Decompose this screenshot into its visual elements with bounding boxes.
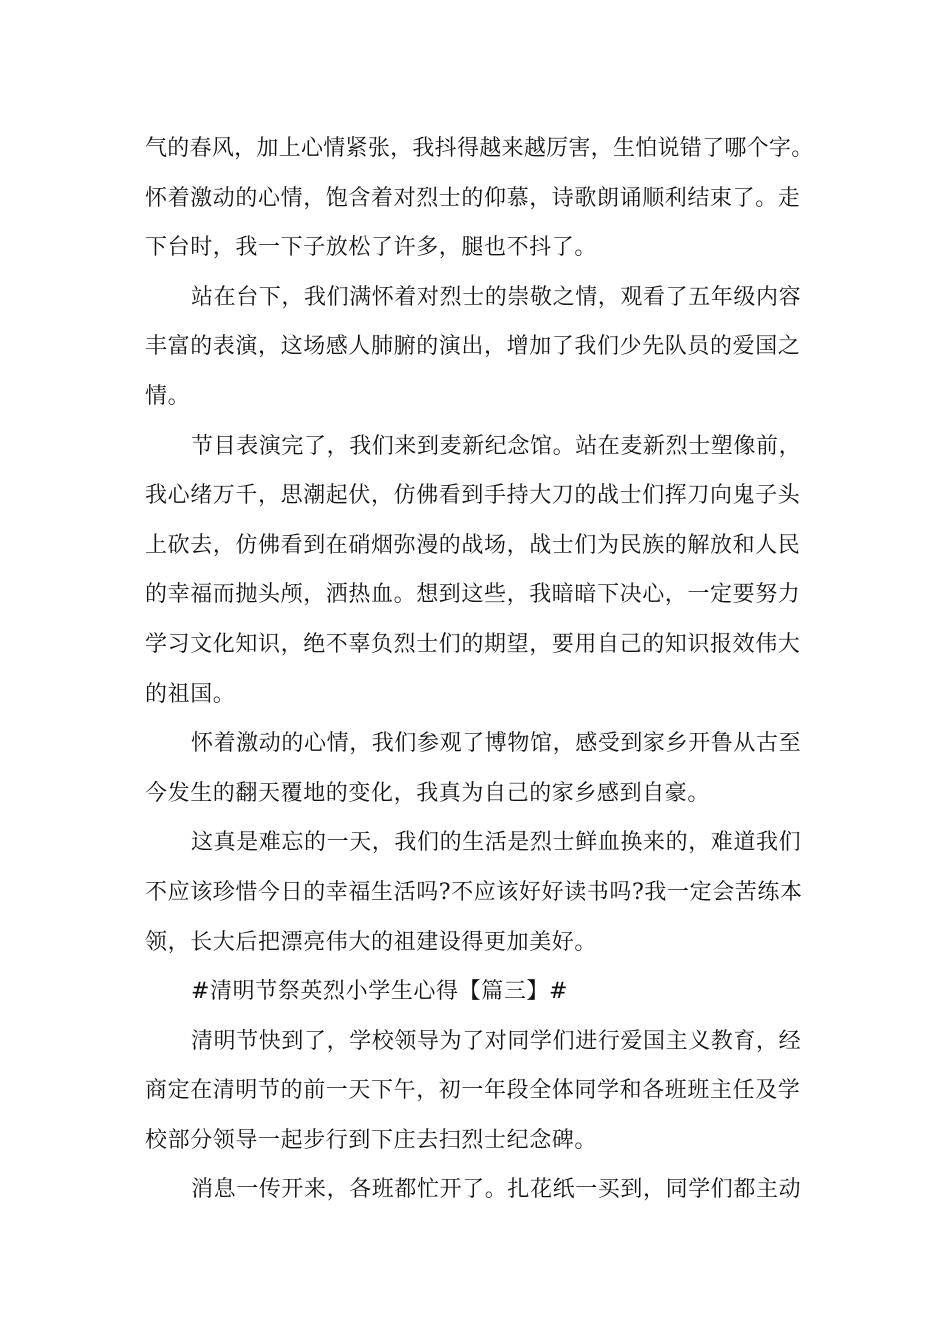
- text-line: 这真是难忘的一天，我们的生活是烈士鲜血换来的，难道我们: [191, 830, 802, 856]
- text-line: 不应该珍惜今日的幸福生活吗?不应该好好读书吗?我一定会苦练本: [145, 879, 803, 905]
- section-heading: #清明节祭英烈小学生心得【篇三】#: [191, 979, 569, 1005]
- text-line: 节目表演完了，我们来到麦新纪念馆。站在麦新烈士塑像前，: [191, 433, 802, 459]
- text-line: 我心绪万千，思潮起伏，仿佛看到手持大刀的战士们挥刀向鬼子头: [145, 483, 801, 509]
- document-body: [145, 124, 815, 1215]
- text-line: 下台时，我一下子放松了许多，腿也不抖了。: [145, 235, 598, 261]
- text-line: 站在台下，我们满怀着对烈士的崇敬之情，观看了五年级内容: [191, 284, 802, 310]
- text-line: 怀着激动的心情，我们参观了博物馆，感受到家乡开鲁从古至: [191, 731, 802, 757]
- text-line: 清明节快到了，学校领导为了对同学们进行爱国主义教育，经: [191, 1028, 802, 1054]
- text-line: 情。: [145, 383, 191, 409]
- text-line: 消息一传开来，各班都忙开了。扎花纸一买到，同学们都主动: [191, 1177, 802, 1203]
- text-line: 气的春风，加上心情紧张，我抖得越来越厉害，生怕说错了哪个字。: [145, 136, 814, 161]
- text-line: 怀着激动的心情，饱含着对烈士的仰慕，诗歌朗诵顺利结束了。走: [145, 185, 801, 211]
- text-line: 领，长大后把漂亮伟大的祖建设得更加美好。: [145, 929, 598, 955]
- text-line: 校部分领导一起步行到下庄去扫烈士纪念碑。: [145, 1127, 598, 1153]
- text-line: 丰富的表演，这场感人肺腑的演出，增加了我们少先队员的爱国之: [145, 334, 801, 360]
- text-line: 的幸福而抛头颅，洒热血。想到这些，我暗暗下决心，一定要努力: [145, 582, 801, 608]
- text-line: 上砍去，仿佛看到在硝烟弥漫的战场，战士们为民族的解放和人民: [145, 532, 801, 558]
- text-line: 学习文化知识，绝不辜负烈士们的期望，要用自己的知识报效伟大: [145, 631, 801, 657]
- text-line: 今发生的翻天覆地的变化，我真为自己的家乡感到自豪。: [145, 780, 711, 806]
- text-line: 商定在清明节的前一天下午，初一年段全体同学和各班班主任及学: [145, 1078, 801, 1104]
- text-line: 的祖国。: [145, 681, 236, 707]
